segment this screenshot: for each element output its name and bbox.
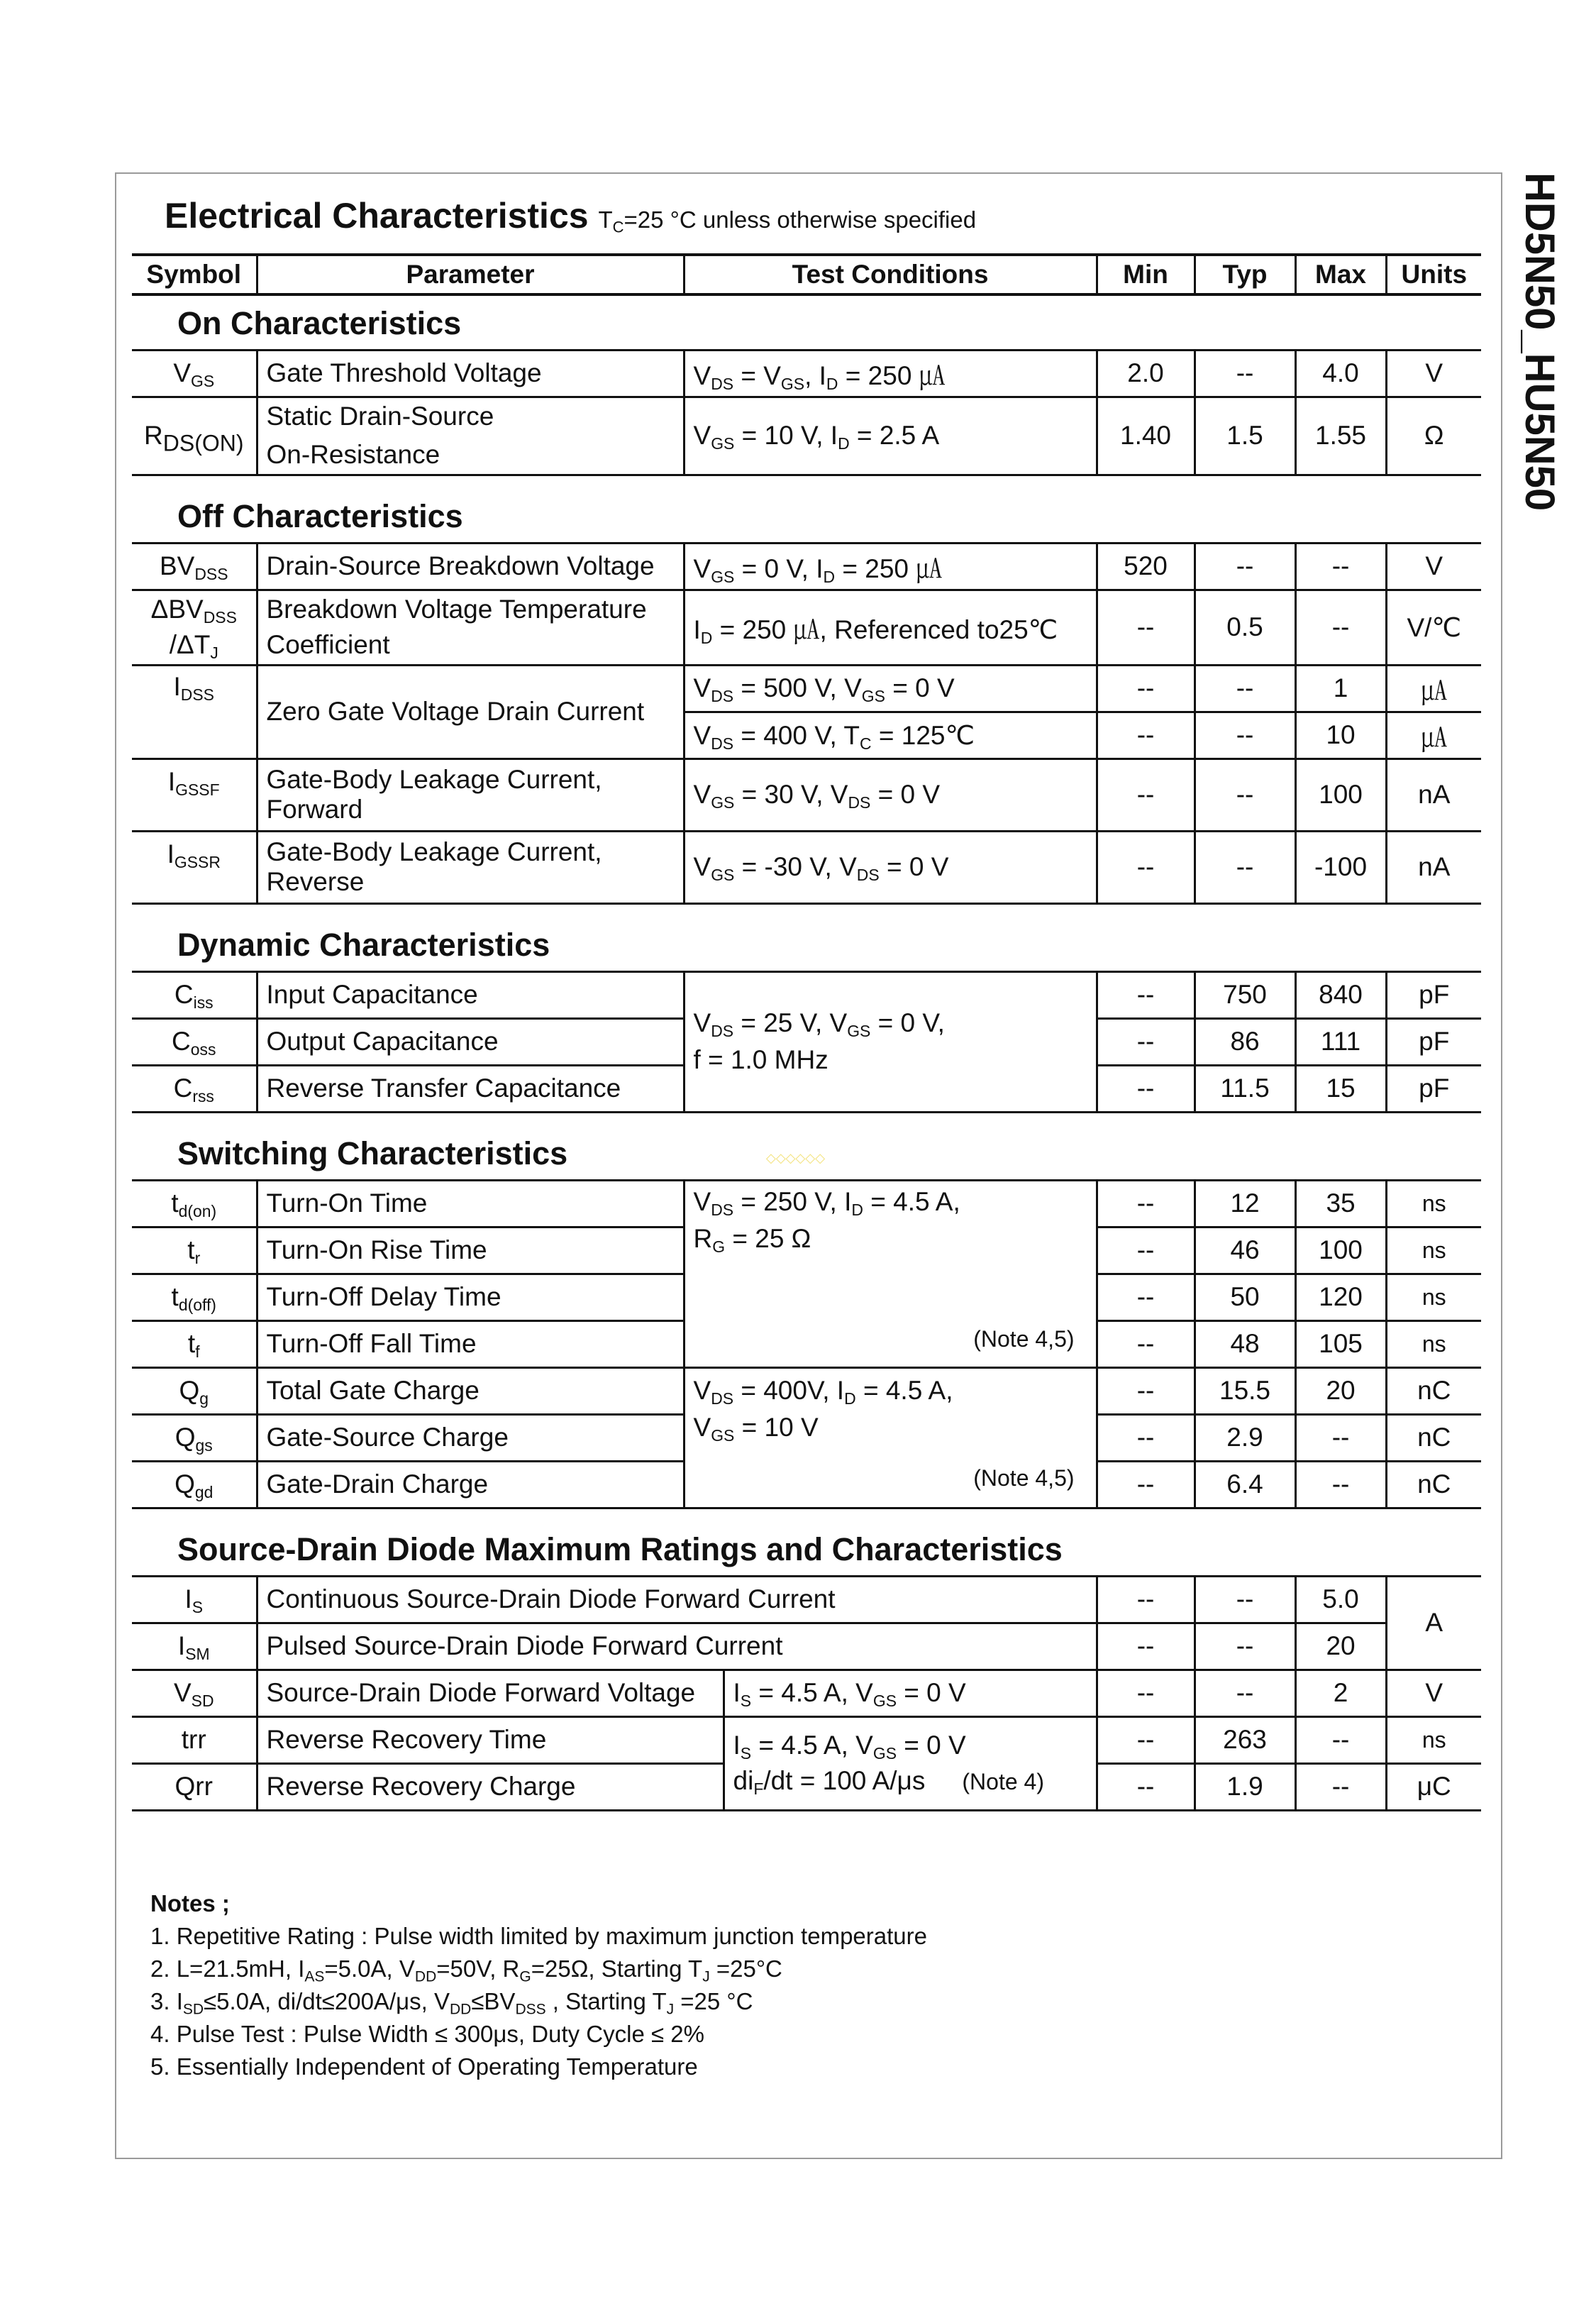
min-cell: 2.0 [1097,350,1195,397]
unit-cell: A [1386,1576,1481,1670]
typ-cell: -- [1195,758,1295,831]
typ-cell: 86 [1195,1018,1295,1065]
section-row [132,294,1481,350]
unit-cell: ns [1386,1274,1481,1320]
max-cell: -- [1295,1414,1386,1461]
section-row [132,475,1481,543]
typ-cell: 12 [1195,1180,1295,1227]
test-condition-cell: $I_D = 250$ ㎂, Referenced to25℃ [684,590,1097,665]
unit-cell: ns [1386,1716,1481,1763]
notes-title: Notes ; [150,1890,230,1916]
table-row [132,1367,1481,1414]
typ-cell: 2.9 [1195,1414,1295,1461]
parameter-cell: Breakdown Voltage Temperature Coefficient [257,590,684,665]
section-title: Off Characteristics [132,475,1481,543]
test-condition-cell: $I_S = 4.5$ A, $V_{GS} = 0$ V [724,1670,1097,1716]
max-cell: 2 [1295,1670,1386,1716]
symbol-cell: $I_{SM}$ [132,1623,257,1670]
min-cell: 1.40 [1097,397,1195,475]
min-cell: -- [1097,712,1195,758]
note-item: 2. L=21.5mH, $I_{AS}=5.0A$, $V_{DD}=50V$, $R_G=25\Omega$, Starting $T_J =25^\circ C$ [150,1955,782,1985]
typ-cell: 50 [1195,1274,1295,1320]
parameter-cell: Reverse Recovery Charge [257,1763,724,1810]
typ-cell: 263 [1195,1716,1295,1763]
typ-cell: 0.5 [1195,590,1295,665]
table-row [132,590,1481,665]
unit-cell: nA [1386,758,1481,831]
parameter-cell: Turn-On Rise Time [257,1227,684,1274]
unit-cell: V [1386,350,1481,397]
section-title: Switching Characteristics [132,1112,1481,1180]
parameter-cell: Drain-Source Breakdown Voltage [257,543,684,590]
max-cell: 20 [1295,1367,1386,1414]
max-cell: -100 [1295,831,1386,903]
unit-cell: ㎂ [1386,665,1481,712]
parameter-cell: Gate-Body Leakage Current, Reverse [257,831,684,903]
parameter-cell: Output Capacitance [257,1018,684,1065]
unit-cell: nC [1386,1367,1481,1414]
note-ref: (Note 4,5) [973,1325,1075,1352]
min-cell: -- [1097,1461,1195,1508]
max-cell: -- [1295,1763,1386,1810]
symbol-cell: Qrr [132,1763,257,1810]
symbol-cell: $t_{d(on)}$ [132,1180,257,1227]
min-cell: -- [1097,971,1195,1018]
min-cell: -- [1097,590,1195,665]
unit-cell: V/℃ [1386,590,1481,665]
max-cell: 5.0 [1295,1576,1386,1623]
watermark: ◇◇◇◇◇◇ [766,1151,826,1165]
typ-cell: 6.4 [1195,1461,1295,1508]
heading-title: Electrical Characteristics [165,196,589,236]
max-cell: 10 [1295,712,1386,758]
max-cell: 840 [1295,971,1386,1018]
col-parameter: Parameter [257,255,684,294]
parameter-cell: Gate-Drain Charge [257,1461,684,1508]
min-cell: -- [1097,1670,1195,1716]
min-cell: -- [1097,1367,1195,1414]
table-row [132,397,1481,475]
test-condition-cell: $V_{GS} = 10$ V, $I_D = 2.5$ A [684,397,1097,475]
unit-cell: pF [1386,1018,1481,1065]
test-condition-cell: $V_{GS} = -30$ V, $V_{DS} = 0$ V [684,831,1097,903]
max-cell: 105 [1295,1320,1386,1367]
min-cell: -- [1097,665,1195,712]
max-cell: 1 [1295,665,1386,712]
unit-cell: ns [1386,1320,1481,1367]
note-ref: (Note 4,5) [973,1464,1075,1491]
max-cell: 120 [1295,1274,1386,1320]
symbol-cell: $C_{iss}$ [132,971,257,1018]
min-cell: -- [1097,1623,1195,1670]
test-condition-cell: $V_{GS} = 0$ V, $I_D = 250$ ㎂ [684,543,1097,590]
typ-cell: 750 [1195,971,1295,1018]
test-condition-cell: $V_{DS} = 400V$, $I_D = 4.5$ A, $V_{GS} = 10$ V (Note 4,5) [684,1367,1097,1508]
parameter-cell: Gate-Source Charge [257,1414,684,1461]
note-ref: (Note 4) [962,1769,1044,1794]
unit-cell: V [1386,543,1481,590]
max-cell: 100 [1295,758,1386,831]
symbol-cell: $Q_{gs}$ [132,1414,257,1461]
col-symbol: Symbol [132,255,257,294]
min-cell: -- [1097,1227,1195,1274]
typ-cell: 46 [1195,1227,1295,1274]
unit-cell: nC [1386,1414,1481,1461]
note-item: 1. Repetitive Rating : Pulse width limited by maximum junction temperature [150,1923,927,1949]
note-item: 3. $I_{SD}\le 5.0A$, di/dt≤200A/μs, $V_{DD}\le BV_{DSS}$ , Starting $T_J =25$ °C [150,1988,753,2018]
symbol-cell: $V_{GS}$ [132,350,257,397]
symbol-cell: $I_{GSSF}$ [132,758,257,831]
symbol-cell: $BV_{DSS}$ [132,543,257,590]
symbol-cell: $t_r$ [132,1227,257,1274]
table-row [132,1623,1481,1670]
table-row [132,1670,1481,1716]
section-title: Source-Drain Diode Maximum Ratings and Characteristics [132,1508,1481,1576]
section-title: On Characteristics [132,294,1481,350]
parameter-cell: Input Capacitance [257,971,684,1018]
parameter-cell: Continuous Source-Drain Diode Forward Current [257,1576,1097,1623]
section-row [132,903,1481,971]
max-cell: -- [1295,1461,1386,1508]
parameter-cell: Pulsed Source-Drain Diode Forward Current [257,1623,1097,1670]
max-cell: 1.55 [1295,397,1386,475]
max-cell: 111 [1295,1018,1386,1065]
table-row [132,543,1481,590]
symbol-cell: $C_{rss}$ [132,1065,257,1112]
symbol-cell: $C_{oss}$ [132,1018,257,1065]
unit-cell: ns [1386,1227,1481,1274]
min-cell: -- [1097,1320,1195,1367]
section-row [132,1508,1481,1576]
unit-cell: μC [1386,1763,1481,1810]
parameter-cell: Gate Threshold Voltage [257,350,684,397]
max-cell: -- [1295,1716,1386,1763]
typ-cell: 48 [1195,1320,1295,1367]
symbol-cell: $Q_{gd}$ [132,1461,257,1508]
col-max: Max [1295,255,1386,294]
symbol-cell: $V_{SD}$ [132,1670,257,1716]
symbol-cell: $I_{DSS}$ [132,665,257,758]
min-cell: -- [1097,1576,1195,1623]
unit-cell: V [1386,1670,1481,1716]
symbol-cell: trr [132,1716,257,1763]
min-cell: -- [1097,1716,1195,1763]
typ-cell: -- [1195,712,1295,758]
section-title: Dynamic Characteristics [132,903,1481,971]
max-cell: 35 [1295,1180,1386,1227]
typ-cell: -- [1195,350,1295,397]
typ-cell: -- [1195,1670,1295,1716]
symbol-cell: $t_{d(off)}$ [132,1274,257,1320]
test-condition-cell: $I_S = 4.5$ A, $V_{GS} = 0$ V $di_F/dt = 100$ A/μs (Note 4) [724,1716,1097,1810]
table-row [132,831,1481,903]
symbol-cell: $I_{GSSR}$ [132,831,257,903]
max-cell: -- [1295,590,1386,665]
typ-cell: -- [1195,543,1295,590]
parameter-cell: Reverse Recovery Time [257,1716,724,1763]
unit-cell: pF [1386,971,1481,1018]
test-condition-cell: $V_{DS} = 25$ V, $V_{GS} = 0$ V, f = 1.0 MHz [684,971,1097,1112]
test-condition-cell: $V_{DS} = V_{GS}$, $I_D = 250$ ㎂ [684,350,1097,397]
table-row [132,1716,1481,1763]
unit-cell: ㎂ [1386,712,1481,758]
section-row [132,1112,1481,1180]
max-cell: 4.0 [1295,350,1386,397]
max-cell: -- [1295,543,1386,590]
min-cell: -- [1097,1180,1195,1227]
parameter-cell: Turn-Off Fall Time [257,1320,684,1367]
table-row [132,665,1481,712]
unit-cell: pF [1386,1065,1481,1112]
table-row [132,971,1481,1018]
symbol-cell: $\Delta BV_{DSS}$ $/\Delta T_J$ [132,590,257,665]
typ-cell: -- [1195,1623,1295,1670]
table-row [132,758,1481,831]
parameter-cell: Source-Drain Diode Forward Voltage [257,1670,724,1716]
unit-cell: Ω [1386,397,1481,475]
symbol-cell: $R_{DS(ON)}$ [132,397,257,475]
max-cell: 15 [1295,1065,1386,1112]
test-condition-cell: $V_{DS} = 400$ V, $T_C$ = 125℃ [684,712,1097,758]
table-row [132,350,1481,397]
symbol-cell: $t_f$ [132,1320,257,1367]
test-condition-cell: $V_{DS} = 500$ V, $V_{GS} = 0$ V [684,665,1097,712]
max-cell: 20 [1295,1623,1386,1670]
col-min: Min [1097,255,1195,294]
unit-cell: nC [1386,1461,1481,1508]
typ-cell: -- [1195,831,1295,903]
note-item: 4. Pulse Test : Pulse Width ≤ 300μs, Duty Cycle ≤ 2% [150,2021,704,2047]
typ-cell: -- [1195,665,1295,712]
note-item: 5. Essentially Independent of Operating Temperature [150,2053,698,2080]
col-units: Units [1386,255,1481,294]
symbol-cell: $I_S$ [132,1576,257,1623]
heading-condition: $T_C=25$ °C unless otherwise specified [598,206,977,236]
symbol-cell: $Q_g$ [132,1367,257,1414]
col-test-conditions: Test Conditions [684,255,1097,294]
min-cell: -- [1097,831,1195,903]
typ-cell: 11.5 [1195,1065,1295,1112]
electrical-characteristics-table [132,253,1481,1811]
table-row [132,1576,1481,1623]
min-cell: -- [1097,1414,1195,1461]
parameter-cell: Turn-Off Delay Time [257,1274,684,1320]
parameter-cell: Reverse Transfer Capacitance [257,1065,684,1112]
table-header-row [132,255,1481,294]
typ-cell: -- [1195,1576,1295,1623]
typ-cell: 1.5 [1195,397,1295,475]
parameter-cell: Gate-Body Leakage Current, Forward [257,758,684,831]
min-cell: -- [1097,1065,1195,1112]
max-cell: 100 [1295,1227,1386,1274]
min-cell: -- [1097,758,1195,831]
min-cell: -- [1097,1018,1195,1065]
parameter-cell: Static Drain-Source On-Resistance [257,397,684,475]
min-cell: -- [1097,1274,1195,1320]
typ-cell: 15.5 [1195,1367,1295,1414]
unit-cell: nA [1386,831,1481,903]
min-cell: -- [1097,1763,1195,1810]
parameter-cell: Turn-On Time [257,1180,684,1227]
unit-cell: ns [1386,1180,1481,1227]
notes-block [150,1887,927,2083]
side-part-number: HD5N50_HU5N50 [1517,172,1563,512]
test-condition-cell: $V_{GS} = 30$ V, $V_{DS} = 0$ V [684,758,1097,831]
parameter-cell: Total Gate Charge [257,1367,684,1414]
test-condition-cell: $V_{DS} = 250$ V, $I_D = 4.5$ A, $R_G = 25$ Ω (Note 4,5) [684,1180,1097,1367]
col-typ: Typ [1195,255,1295,294]
parameter-cell: Zero Gate Voltage Drain Current [257,665,684,758]
typ-cell: 1.9 [1195,1763,1295,1810]
section-heading [165,195,976,236]
table-row [132,1180,1481,1227]
min-cell: 520 [1097,543,1195,590]
